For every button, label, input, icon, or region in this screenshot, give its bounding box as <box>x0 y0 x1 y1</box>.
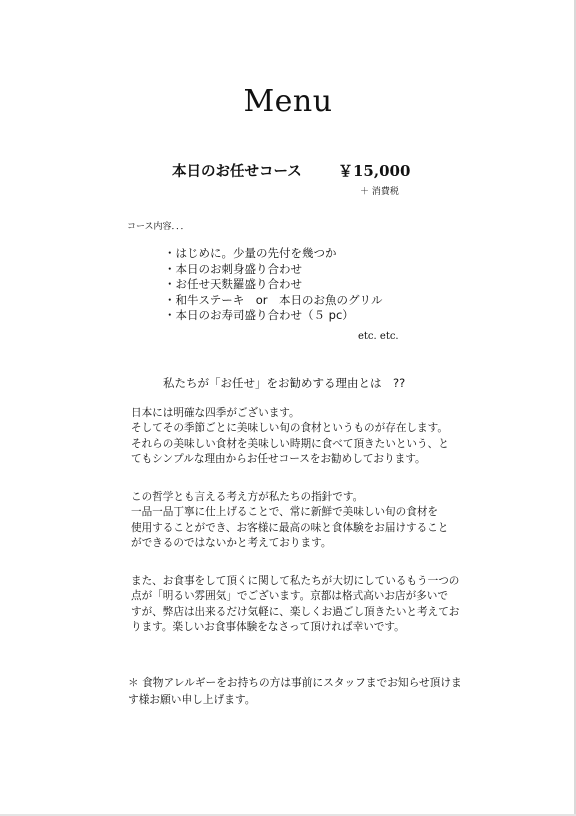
course-item: ・本日のお刺身盛り合わせ <box>164 261 302 276</box>
course-contents-label: コース内容．．． <box>127 222 190 232</box>
paragraph-seasons: 日本には明確な四季がございます。 そしてその季節ごとに美味しい旬の食材というものが存在します。 それらの美味しい食材を美味しい時期に食べて頂きたいという、と てもシンプルな理由からお任せコースをお勧めしております。 <box>131 407 449 466</box>
course-item-list <box>164 246 383 324</box>
course-item: ・和牛ステーキ or 本日のお魚のグリル <box>164 292 383 307</box>
course-item: ・はじめに。少量の先付を幾つか <box>164 246 337 260</box>
course-price: ￥15,000 <box>338 162 411 180</box>
section-question: 私たちが「お任せ」をお勧めする理由とは ?? <box>163 376 406 390</box>
page-title: Menu <box>243 84 333 119</box>
paragraph-atmosphere: また、お食事をして頂くに関して私たちが大切にしているもう一つの 点が「明るい雰囲気」でございます。京都は格式高いお店が多いで すが、弊店は出来るだけ気軽に、楽しくお過ごし頂きたいと考えてお ります。楽しいお食事体験をなさって頂ければ幸いです。 <box>131 575 460 634</box>
course-item: ・お任せ天麩羅盛り合わせ <box>164 277 302 292</box>
allergy-note: ＊ 食物アレルギーをお持ちの方は事前にスタッフまでお知らせ頂けま す様お願い申し上げます。 <box>128 676 462 706</box>
course-item: ・本日のお寿司盛り合わせ（５ pc） <box>164 308 354 323</box>
etc-note: etc. etc. <box>358 331 399 342</box>
tax-note: ＋ 消費税 <box>360 187 399 197</box>
paragraph-philosophy: この哲学とも言える考え方が私たちの指針です。 一品一品丁寧に仕上げることで、常に新鮮で美味しい旬の食材を 使用することができ、お客様に最高の味と食体験をお届けすること ができるのではないかと考えております。 <box>131 491 449 550</box>
course-name: 本日のお任せコース <box>172 164 302 180</box>
